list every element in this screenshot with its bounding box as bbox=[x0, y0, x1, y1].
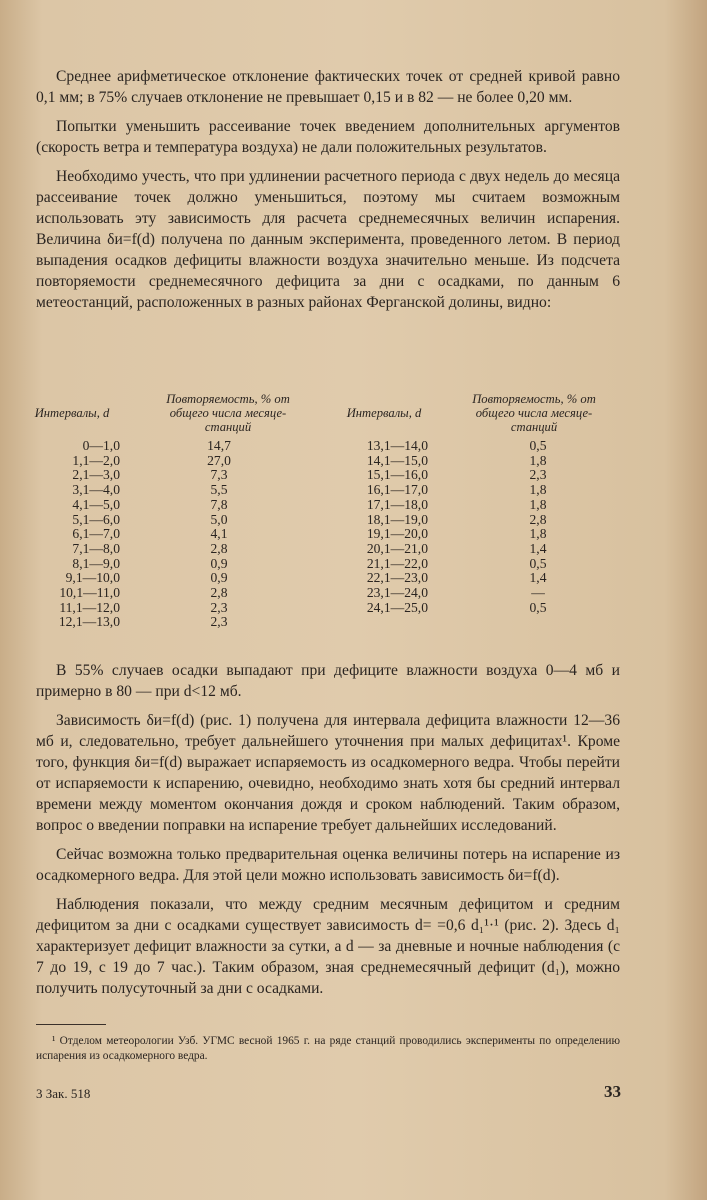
right-repeat-cell: 1,8 bbox=[529, 482, 547, 498]
header-repeat-right: Повторяемость, % от общего числа месяце-станций bbox=[472, 392, 596, 434]
left-interval-cell: 1,1—2,0 bbox=[72, 452, 120, 468]
right-repeat-cell: 0,5 bbox=[529, 555, 547, 571]
table-row bbox=[24, 497, 624, 512]
table-row bbox=[24, 467, 624, 482]
right-repeat-cell: 1,4 bbox=[529, 570, 547, 586]
left-repeat-cell: 14,7 bbox=[207, 438, 231, 453]
table-row bbox=[24, 585, 624, 600]
right-interval-cell: 20,1—21,0 bbox=[366, 540, 428, 556]
right-interval-cell: 22,1—23,0 bbox=[366, 570, 428, 586]
right-interval-cell: 17,1—18,0 bbox=[366, 496, 428, 512]
left-repeat-cell: 7,8 bbox=[210, 496, 228, 512]
table-row bbox=[24, 556, 624, 571]
right-interval-cell: 18,1—19,0 bbox=[366, 511, 428, 527]
table-row bbox=[24, 600, 624, 615]
left-repeat-cell: 2,3 bbox=[210, 599, 228, 615]
right-repeat-cell: 0,5 bbox=[529, 438, 547, 453]
printer-signature: 3 Зак. 518 bbox=[36, 1086, 91, 1101]
right-repeat-cell: 1,8 bbox=[529, 452, 547, 468]
left-interval-cell: 11,1—12,0 bbox=[59, 599, 120, 615]
left-interval-cell: 7,1—8,0 bbox=[72, 540, 120, 556]
body-text-bottom bbox=[36, 660, 620, 1007]
left-repeat-cell: 27,0 bbox=[207, 452, 231, 468]
left-repeat-cell: 2,8 bbox=[210, 540, 228, 556]
footnote-divider bbox=[36, 1024, 106, 1025]
header-interval-right: Интервалы, d bbox=[346, 406, 422, 420]
right-interval-cell: 16,1—17,0 bbox=[366, 482, 428, 498]
table-row bbox=[24, 512, 624, 527]
left-interval-cell: 2,1—3,0 bbox=[72, 467, 120, 483]
table-row bbox=[24, 438, 624, 453]
left-interval-cell: 3,1—4,0 bbox=[72, 482, 120, 498]
table-row bbox=[24, 570, 624, 585]
right-repeat-cell: 0,5 bbox=[529, 599, 547, 615]
right-interval-cell: 14,1—15,0 bbox=[366, 452, 428, 468]
left-interval-cell: 6,1—7,0 bbox=[72, 526, 120, 542]
left-interval-cell: 0—1,0 bbox=[82, 438, 120, 453]
table-header bbox=[24, 392, 624, 440]
paragraph-2: Попытки уменьшить рассеивание точек введением дополнительных аргументов (скорость ветра и температура воздуха) не дали положительных результатов. bbox=[36, 118, 620, 156]
right-repeat-cell: — bbox=[531, 585, 545, 600]
table-row bbox=[24, 526, 624, 541]
right-interval-cell: 19,1—20,0 bbox=[366, 526, 428, 542]
left-repeat-cell: 4,1 bbox=[210, 526, 228, 542]
right-repeat-cell: 2,3 bbox=[529, 467, 547, 483]
left-repeat-cell: 2,8 bbox=[210, 585, 228, 600]
paragraph-6: Сейчас возможна только предварительная оценка величины потерь на испарение из осадкомерного ведра. Для этой цели можно использовать зависимость δи=f(d). bbox=[36, 846, 620, 884]
right-repeat-cell: 2,8 bbox=[529, 511, 547, 527]
footnote: ¹ Отделом метеорологии Узб. УГМС весной 1965 г. на ряде станций проводились эксперименты по определению испарения из осадкомерного ведра. bbox=[36, 1035, 620, 1062]
right-interval-cell: 24,1—25,0 bbox=[366, 599, 428, 615]
right-repeat-cell: 1,4 bbox=[529, 540, 547, 556]
paragraph-7: Наблюдения показали, что между средним месячным дефицитом и средним дефицитом за дни с осадками существует зависимость d= =0,6 d₁¹·¹ (рис. 2). Здесь d₁ характеризует дефицит влажности за сутки, а d — за дневные и ночные наблюдения (с 7 до 19, с 19 до 7 час.). Таким образом, зная среднемесячный дефицит (d₁), можно получить полусуточный за дни с осадками. bbox=[36, 896, 620, 997]
left-repeat-cell: 0,9 bbox=[210, 570, 228, 586]
table-row bbox=[24, 482, 624, 497]
right-repeat-cell: 1,8 bbox=[529, 496, 547, 512]
paragraph-3: Необходимо учесть, что при удлинении расчетного периода с двух недель до месяца рассеивание точек должно уменьшиться, поэтому мы считаем возможным использовать эту зависимость для расчета среднемесячных величин испарения. Величина δи=f(d) получена по данным эксперимента, проведенного летом. В период выпадения осадков дефициты влажности воздуха значительно меньше. Из подсчета повторяемости среднемесячного дефицита за дни с осадками, по данным 6 метеостанций, расположенных в разных районах Ферганской долины, видно: bbox=[36, 168, 620, 311]
right-interval-cell: 21,1—22,0 bbox=[366, 555, 428, 571]
left-interval-cell: 8,1—9,0 bbox=[72, 555, 120, 571]
left-interval-cell: 12,1—13,0 bbox=[58, 614, 120, 630]
header-repeat-left: Повторяемость, % от общего числа месяце-станций bbox=[166, 392, 290, 434]
right-repeat-cell: 1,8 bbox=[529, 526, 547, 542]
left-repeat-cell: 5,5 bbox=[210, 482, 228, 498]
page-number: 33 bbox=[604, 1082, 621, 1101]
left-interval-cell: 5,1—6,0 bbox=[72, 511, 120, 527]
body-text-top bbox=[36, 66, 620, 321]
left-repeat-cell: 7,3 bbox=[210, 467, 228, 483]
left-interval-cell: 4,1—5,0 bbox=[72, 496, 120, 512]
table-row bbox=[24, 541, 624, 556]
repeatability-table bbox=[24, 392, 624, 630]
paragraph-4: В 55% случаев осадки выпадают при дефиците влажности воздуха 0—4 мб и примерно в 80 — при d<12 мб. bbox=[36, 662, 620, 700]
table-row bbox=[24, 614, 624, 629]
right-interval-cell: 13,1—14,0 bbox=[366, 438, 428, 453]
left-repeat-cell: 0,9 bbox=[210, 555, 228, 571]
paragraph-1: Среднее арифметическое отклонение фактических точек от средней кривой равно 0,1 мм; в 75% случаев отклонение не превышает 0,15 и в 82 — не более 0,20 мм. bbox=[36, 68, 620, 106]
left-repeat-cell: 2,3 bbox=[210, 614, 228, 630]
right-interval-cell: 15,1—16,0 bbox=[366, 467, 428, 483]
paragraph-5: Зависимость δи=f(d) (рис. 1) получена для интервала дефицита влажности 12—36 мб и, следовательно, требует дальнейшего уточнения при малых дефицитах¹. Кроме того, функция δи=f(d) выражает испаряемость из осадкомерного ведра. Чтобы перейти от испаряемости к испарению, очевидно, необходимо знать хотя бы средний интервал времени между моментом окончания дождя и сроком наблюдений. Таким образом, вопрос о введении поправки на испарение требует дальнейших исследований. bbox=[36, 712, 620, 834]
header-interval-left: Интервалы, d bbox=[34, 406, 110, 420]
left-interval-cell: 9,1—10,0 bbox=[65, 570, 120, 586]
left-repeat-cell: 5,0 bbox=[210, 511, 228, 527]
left-interval-cell: 10,1—11,0 bbox=[59, 585, 120, 600]
table-row bbox=[24, 453, 624, 468]
right-interval-cell: 23,1—24,0 bbox=[366, 585, 428, 600]
